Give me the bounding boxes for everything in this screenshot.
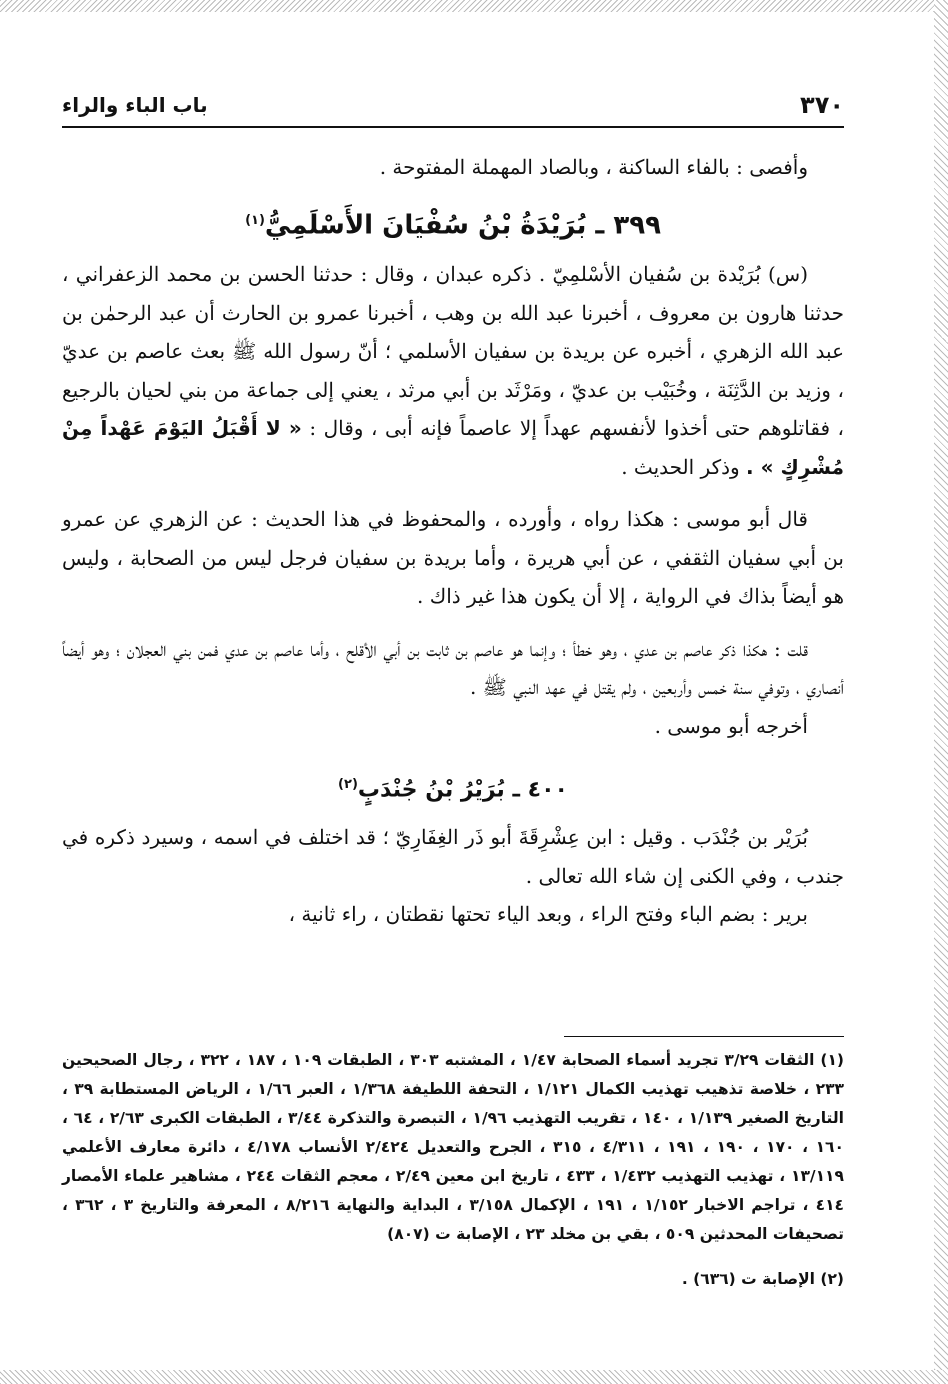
- footnote-ref-2: (٢): [338, 777, 358, 793]
- page-number: ٣٧٠: [800, 91, 844, 119]
- footnotes: [62, 1046, 844, 1294]
- footnote-2: (٢) الإصابة ت (٦٣٦) .: [681, 1270, 844, 1288]
- header-rule: [62, 126, 844, 128]
- page-header: [62, 88, 844, 122]
- entry-399-text: (س) بُرَيْدة بن سُفيان الأسْلمِيّ . ذكره عبدان ، وقال : حدثنا الحسن بن محمد الزعفراني ، حدثنا هارون بن معروف ، أخبرنا عبد الله بن وهب ، أخبرنا عمرو بن الحارث أن عبد الرحمٰن بن عبد الله الزهري ، أخبره عن بريدة بن سفيان الأسلمي ؛ أنّ رسول الله ﷺ بعث عاصم بن عديّ ، وزيد بن الدَّثِنَة ، وخُبَيْب بن عديّ ، ومَرْثَد بن أبي مرثد ، يعني إلى جماعة من بني لحيان بالرجيع ، فقاتلوهم حتى أخذوا لأنفسهم عهداً إلا عاصماً فإنه أبى ، وقال :: [62, 262, 844, 441]
- entry-399-paragraph-3: قلت : هكذا ذكر عاصم بن عدي ، وهو خطأ ؛ وإنما هو عاصم بن ثابت بن أبي الأقلح ، وأما عاصم بن عدي فمن بني العجلان ؛ وهو أيضاً أنصاري ، وتوفي سنة خمس وأربعين ، ولم يقتل في عهد النبي ﷺ .: [62, 636, 844, 700]
- intro-paragraph: وأفصى : بالفاء الساكنة ، وبالصاد المهملة المفتوحة .: [379, 155, 808, 179]
- entry-399-title: ٣٩٩ ـ بُرَيْدَةُ بْنُ سُفْيَانَ الأَسْلَمِيُّ: [264, 210, 661, 241]
- footnote-1: (١) الثقات ٣/٢٩ تجريد أسماء الصحابة ١/٤٧ ، المشتبه ٣٠٣ ، الطبقات ١٠٩ ، ١٨٧ ، ٣٢٢ ، رجال الصحيحين ٢٣٣ ، خلاصة تذهيب تهذيب الكمال ١/١٢١ ، التحفة اللطيفة ١/٣٦٨ ، العبر ١/٦٦ ، الرياض المستطابة ٣٩ ، التاريخ الصغير ١/١٣٩ ، ١٤٠ ، تقريب التهذيب ١/٩٦ ، التبصرة والتذكرة ٣/٤٤ ، الطبقات الكبرى ٢/٦٣ ، ٦٤ ، ١٦٠ ، ١٧٠ ، ١٩٠ ، ١٩١ ، ٤/٣١١ ، ٣١٥ ، الجرح والتعديل ٢/٤٢٤ الأنساب ٤/١٧٨ ، دائرة معارف الأعلمي ١٣/١١٩ ، تهذيب التهذيب ١/٤٣٢ ، ٤٣٣ ، تاريخ ابن معين ٢/٤٩ ، معجم الثقات ٢٤٤ ، مشاهير علماء الأمصار ٤١٤ ، تراجم الاخبار ١/١٥٢ ، ١٩١ ، الإكمال ٣/١٥٨ ، البداية والنهاية ٨/٢١٦ ، المعرفة والتاريخ ٣ ، ٣٦٢ ، تصحيفات المحدثين ٥٠٩ ، بقي بن مخلد ٢٣ ، الإصابة ت (٨٠٧): [62, 1051, 845, 1243]
- entry-399-paragraph-2: قال أبو موسى : هكذا رواه ، وأورده ، والمحفوظ في هذا الحديث : عن الزهري عن عمرو بن أبي سفيان الثقفي ، عن أبي هريرة ، وأما بريدة بن سفيان فرجل ليس من الصحابة ، وليس هو أيضاً بذاك في الرواية ، إلا أن يكون هذا غير ذاك .: [62, 507, 844, 609]
- entry-399-paragraph-1: [62, 255, 844, 486]
- page-border-right: [934, 0, 948, 1384]
- entry-400-heading: [62, 763, 844, 812]
- entry-399-paragraph-4: أخرجه أبو موسى .: [654, 713, 808, 738]
- footnote-rule: [564, 1036, 844, 1037]
- book-page: [62, 78, 844, 1368]
- entry-400-paragraph-2: برير : بضم الباء وفتح الراء ، وبعد الياء تحتها نقطتان ، راء ثانية ،: [288, 902, 808, 927]
- entry-400-paragraph-1: بُرَيْر بن جُنْدَب . وقيل : ابن عِشْرِقَةَ أبو ذَر الغِفَارِيّ ؛ قد اختلف في اسمه ، وسيرد ذكره في جندب ، وفي الكنى إن شاء الله تعالى .: [62, 825, 844, 888]
- running-title: باب الباء والراء: [62, 93, 208, 117]
- entry-399-text-end: وذكر الحديث .: [621, 454, 740, 479]
- page-border-top: [0, 0, 948, 12]
- page-body: [62, 148, 844, 934]
- entry-400-title: ٤٠٠ ـ بُرَيْرُ بْنُ جُنْدَبٍ: [357, 777, 568, 803]
- entry-399-heading: [62, 199, 844, 248]
- footnote-ref-1: (١): [245, 212, 265, 228]
- page-border-bottom: [0, 1370, 948, 1384]
- hadith-quote: « لا أَقْبَلُ اليَوْمَ عَهْداً مِنْ مُشْرِكٍ » .: [62, 416, 844, 479]
